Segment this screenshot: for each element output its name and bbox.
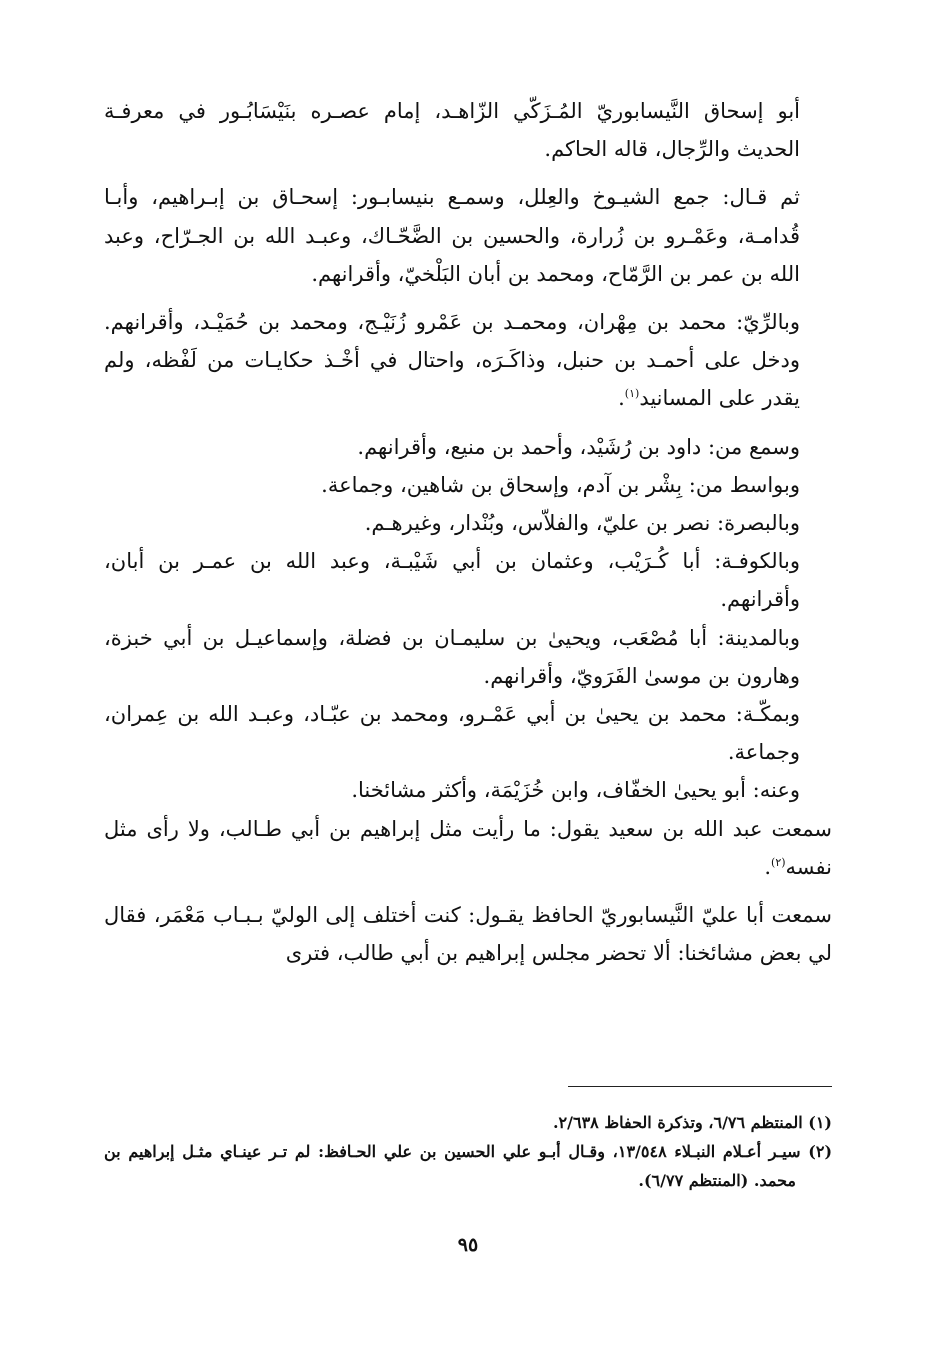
main-text (104, 92, 832, 972)
footnote-ref-1[interactable]: (١) (624, 387, 640, 401)
footnote-2: (٢) سيـر أعـلام النبـلاء ١٣/٥٤٨، وقـال أبـو علي الحسين بن علي الحـافظ: لم تـر عينـاي مثـل إبراهيم بن محمد. (المنتظم ٦/٧٧). (104, 1142, 833, 1190)
paragraph-4: وسمع من: داود بن رُشَيْد، وأحمد بن منيع، وأقرانهم. (357, 434, 800, 459)
paragraph-7: وبالكوفـة: أبا كُـرَيْب، وعثمان بن أبي شَيْبـة، وعبد الله بن عمـر بن أبان، وأقرانهم. (104, 549, 800, 612)
footnote-1: (١) المنتظم ٦/٧٦، وتذكرة الحفاظ ٢/٦٣٨. (552, 1113, 832, 1132)
footnote-ref-2[interactable]: (٢) (771, 855, 786, 869)
footnotes (104, 1108, 832, 1195)
paragraph-6: وبالبصرة: نصر بن عليّ، والفلاّس، وبُنْدار، وغيرهـم. (364, 511, 800, 536)
paragraph-5: وبواسط من: بِشْر بن آدم، وإسحاق بن شاهين، وجماعة. (321, 472, 800, 497)
paragraph-8: وبالمدينة: أبا مُصْعَب، ويحيىٰ بن سليمـان بن فضلة، وإسماعيـل بن أبي خبزة، وهارون بن موسىٰ الفَرَويّ، وأقرانهم. (104, 625, 800, 688)
paragraph-10: وعنه: أبو يحيىٰ الخفّاف، وابن خُزَيْمَة، وأكثر مشائخنا. (351, 778, 800, 803)
paragraph-11: سمعت عبد الله بن سعيد يقول: ما رأيت مثل إبراهيم بن أبي طـالب، ولا رأى مثل نفسه$^{(٢)}$. (104, 816, 832, 879)
paragraph-2: ثم قـال: جمع الشيـوخ والعِلل، وسمـع بنيسابـور: إسحـاق بن إبـراهيم، وأبـا قُدامـة، وعَمْـرو بن زُرارة، والحسين بن الضَّحّـاك، وعبـد الله بن الجـرّاح، وعبد الله بن عمر بن الرَّمّاح، ومحمد بن أبان البَلْخيّ، وأقرانهم. (104, 185, 800, 286)
paragraph-9: وبمكّـة: محمد بن يحيىٰ بن أبي عَمْـرو، ومحمد بن عبّـاد، وعبـد الله بن عِمران، وجماعة. (104, 702, 800, 765)
page-number: ٩٥ (457, 1234, 479, 1256)
footnote-separator (568, 1086, 832, 1087)
paragraph-3: وبالرِّيّ: محمد بن مِهْران، ومحمـد بن عَمْرو زُنَيْـج، ومحمد بن حُمَيْـد، وأقرانهم. ودخل على أحمـد بن حنبل، وذاكَـرَه، واحتال في أخْـذ حكايـات من لَفْظه، ولم يقدر على المسانيد$^{(١)}$. (104, 310, 800, 411)
paragraph-1: أبو إسحاق النَّيسابوريّ المُـزَكّي الزّاهـد، إمام عصـره بنَيْسَابُـور في معرفـة الحديث والرِّجال، قاله الحاكم. (104, 99, 800, 162)
paragraph-12: سمعت أبا عليّ النَّيسابوريّ الحافظ يقـول: كنت أختلف إلى الوليّ بـبـاب مَعْمَر، فقال لي بعض مشائخنا: ألا تحضر مجلس إبراهيم بن أبي طالب، فترى (104, 903, 832, 966)
